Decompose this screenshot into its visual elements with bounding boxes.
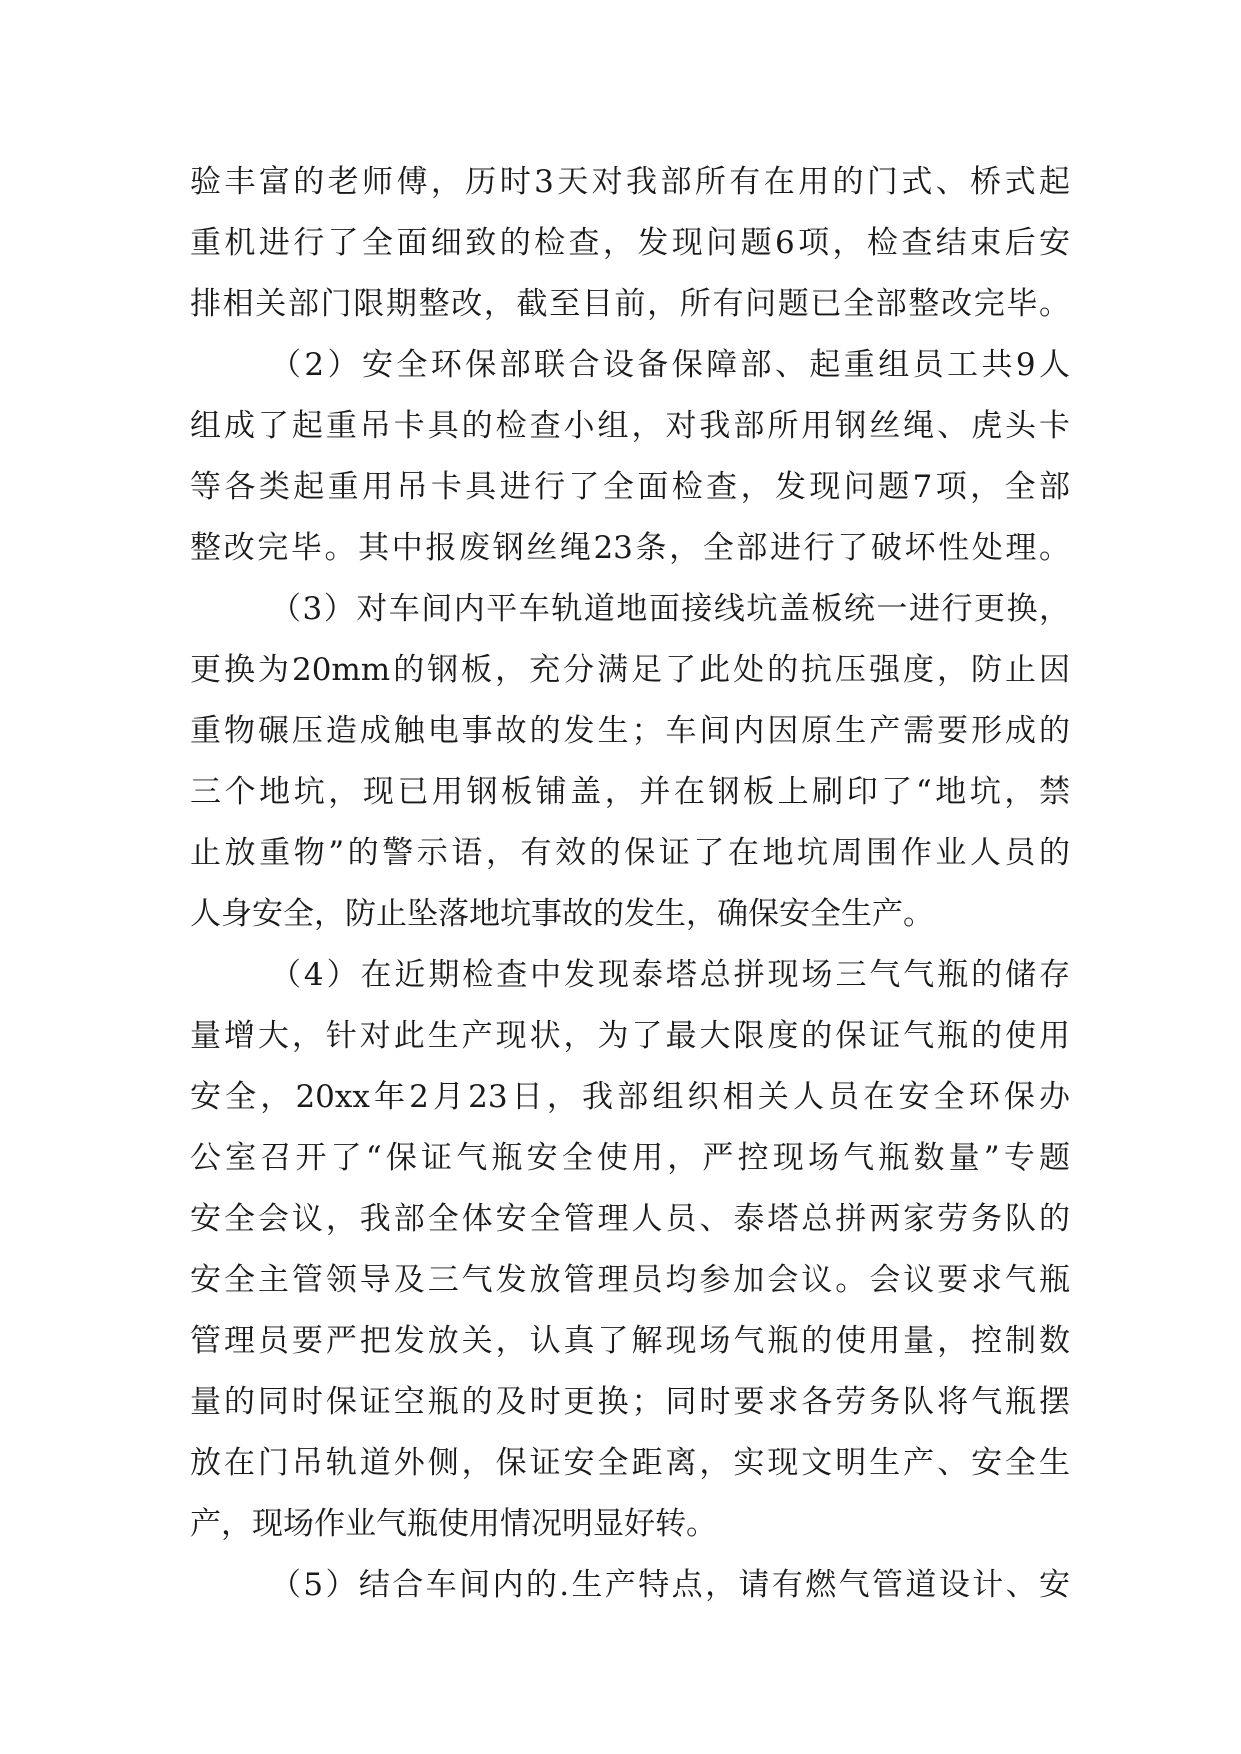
text-line: 管理员要严把发放关，认真了解现场气瓶的使用量，控制数 <box>190 1323 1070 1359</box>
text-line: 整改完毕。其中报废钢丝绳23条，全部进行了破坏性处理。 <box>190 530 1070 566</box>
text-line: 安全主管领导及三气发放管理员均参加会议。会议要求气瓶 <box>190 1262 1070 1298</box>
text-line: 更换为20mm的钢板，充分满足了此处的抗压强度，防止因 <box>190 652 1070 688</box>
body-text <box>190 152 1070 1616</box>
text-line: 验丰富的老师傅，历时3天对我部所有在用的门式、桥式起 <box>190 164 1070 200</box>
text-line: 产，现场作业气瓶使用情况明显好转。 <box>190 1506 717 1542</box>
text-line: 三个地坑，现已用钢板铺盖，并在钢板上刷印了“地坑，禁 <box>190 774 1070 810</box>
text-line: 重机进行了全面细致的检查，发现问题6项，检查结束后安 <box>190 225 1070 261</box>
text-line: 人身安全，防止坠落地坑事故的发生，确保安全生产。 <box>190 896 934 932</box>
text-line: 安全，20xx年2月23日，我部组织相关人员在安全环保办 <box>190 1079 1070 1115</box>
text-line: 安全会议，我部全体安全管理人员、泰塔总拼两家劳务队的 <box>190 1201 1070 1237</box>
text-line: （4）在近期检查中发现泰塔总拼现场三气气瓶的储存 <box>270 957 1070 993</box>
text-line: 公室召开了“保证气瓶安全使用，严控现场气瓶数量”专题 <box>190 1140 1070 1176</box>
text-line: 排相关部门限期整改，截至目前，所有问题已全部整改完毕。 <box>190 286 1070 322</box>
text-line: （2）安全环保部联合设备保障部、起重组员工共9人 <box>270 347 1070 383</box>
text-line: 量的同时保证空瓶的及时更换；同时要求各劳务队将气瓶摆 <box>190 1384 1070 1420</box>
text-line: 等各类起重用吊卡具进行了全面检查，发现问题7项，全部 <box>190 469 1070 505</box>
text-line: 放在门吊轨道外侧，保证安全距离，实现文明生产、安全生 <box>190 1445 1070 1481</box>
text-line: （5）结合车间内的.生产特点，请有燃气管道设计、安 <box>270 1567 1070 1603</box>
text-line: 组成了起重吊卡具的检查小组，对我部所用钢丝绳、虎头卡 <box>190 408 1070 444</box>
text-line: 止放重物”的警示语，有效的保证了在地坑周围作业人员的 <box>190 835 1070 871</box>
text-line: 量增大，针对此生产现状，为了最大限度的保证气瓶的使用 <box>190 1018 1070 1054</box>
text-line: 重物碾压造成触电事故的发生；车间内因原生产需要形成的 <box>190 713 1070 749</box>
text-line: （3）对车间内平车轨道地面接线坑盖板统一进行更换， <box>270 591 1070 627</box>
